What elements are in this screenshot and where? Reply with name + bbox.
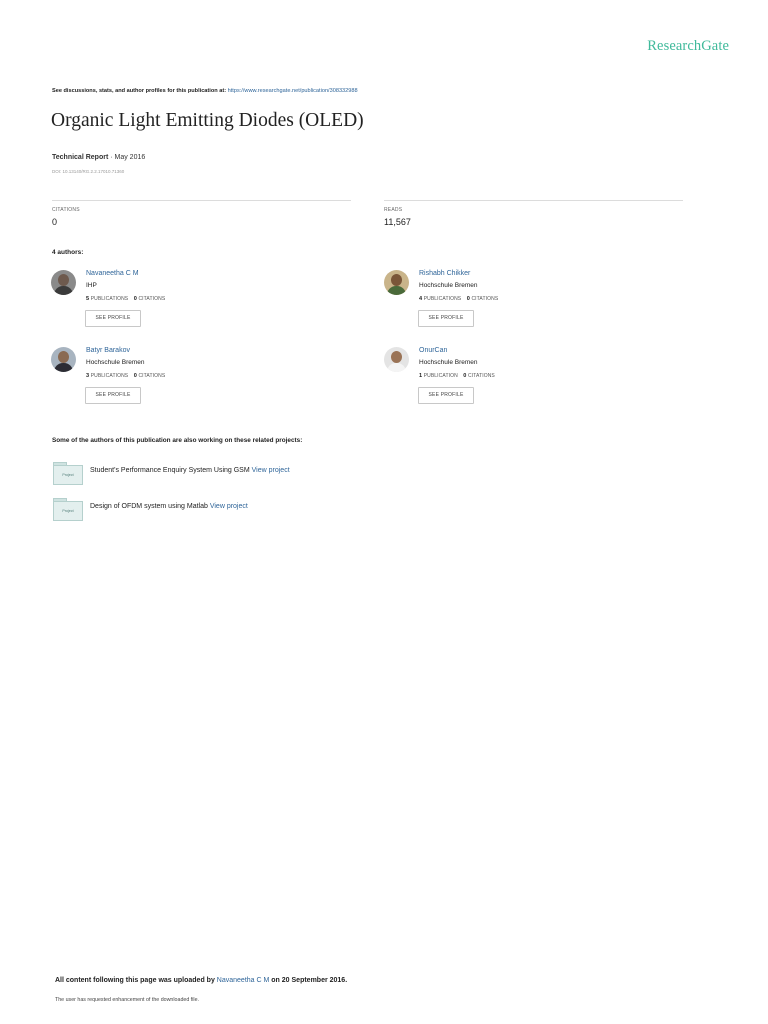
project-text [90, 467, 290, 474]
publication-meta [52, 154, 145, 161]
reads-value: 11,567 [384, 217, 411, 227]
citation-count: 0 [466, 296, 470, 302]
citation-count: 0 [463, 373, 467, 379]
project-folder-icon [52, 498, 83, 522]
citations-label: CITATIONS [471, 296, 499, 302]
upload-note-prefix: All content following this page was uploaded by [55, 977, 215, 984]
project-title: Design of OFDM system using Matlab [90, 503, 208, 510]
author-institution: IHP [86, 282, 97, 289]
author-stats [419, 373, 495, 379]
author-card [51, 347, 301, 417]
citations-label: CITATIONS [138, 296, 166, 302]
citation-count: 0 [133, 373, 137, 379]
discussion-line [52, 88, 358, 94]
publication-date: · May 2016 [110, 154, 146, 161]
enhancement-note: The user has requested enhancement of the downloaded file. [55, 997, 199, 1003]
citations-label: CITATIONS [468, 373, 495, 379]
author-institution: Hochschule Bremen [419, 282, 478, 289]
upload-note-suffix: on 20 September 2016. [271, 977, 348, 984]
author-stats [86, 296, 165, 302]
citations-label: CITATIONS [52, 207, 80, 213]
project-title: Student's Performance Enquiry System Using GSM [90, 467, 250, 474]
related-projects-heading: Some of the authors of this publication are also working on these related projects: [52, 437, 303, 444]
publication-title: Organic Light Emitting Diodes (OLED) [51, 110, 364, 131]
author-card [384, 270, 634, 340]
reads-label: READS [384, 207, 403, 213]
publication-count: 5 [86, 296, 90, 302]
citations-value: 0 [52, 217, 58, 227]
authors-heading: 4 authors: [52, 249, 84, 256]
publication-count: 3 [86, 373, 90, 379]
project-folder-label: Project [62, 509, 74, 513]
citations-label: CITATIONS [138, 373, 166, 379]
uploader-link[interactable]: Navaneetha C M [216, 977, 270, 984]
discussion-label: See discussions, stats, and author profiles for this publication at: [52, 88, 227, 94]
upload-note [55, 977, 347, 984]
project-folder-icon [52, 462, 83, 486]
author-card [384, 347, 634, 417]
author-institution: Hochschule Bremen [86, 359, 145, 366]
author-stats [86, 373, 165, 379]
avatar[interactable] [51, 270, 76, 295]
see-profile-button[interactable]: SEE PROFILE [418, 387, 474, 404]
view-project-link[interactable]: View project [251, 467, 290, 474]
view-project-link[interactable]: View project [209, 503, 248, 510]
publication-type: Technical Report [52, 154, 109, 161]
publication-count: 1 [419, 373, 423, 379]
project-text [90, 503, 248, 510]
citation-count: 0 [133, 296, 137, 302]
doi: DOI: 10.13140/RG.2.2.17010.71360 [52, 169, 125, 174]
project-folder-label: Project [62, 473, 74, 477]
avatar[interactable] [384, 347, 409, 372]
author-name[interactable]: Batyr Barakov [86, 347, 130, 354]
see-profile-button[interactable]: SEE PROFILE [85, 310, 141, 327]
reads-divider [384, 200, 683, 201]
author-card [51, 270, 301, 340]
see-profile-button[interactable]: SEE PROFILE [85, 387, 141, 404]
author-institution: Hochschule Bremen [419, 359, 478, 366]
author-name[interactable]: Rishabh Chikker [419, 270, 471, 277]
publications-label: PUBLICATIONS [90, 296, 129, 302]
project-item [52, 462, 452, 488]
see-profile-button[interactable]: SEE PROFILE [418, 310, 474, 327]
author-stats [419, 296, 498, 302]
author-name[interactable]: Navaneetha C M [86, 270, 139, 277]
publications-label: PUBLICATION [423, 373, 458, 379]
citations-divider [52, 200, 351, 201]
avatar[interactable] [51, 347, 76, 372]
publication-count: 4 [419, 296, 423, 302]
publications-label: PUBLICATIONS [90, 373, 129, 379]
publications-label: PUBLICATIONS [423, 296, 462, 302]
author-name[interactable]: OnurCan [419, 347, 448, 354]
avatar[interactable] [384, 270, 409, 295]
project-item [52, 498, 452, 524]
researchgate-logo[interactable]: ResearchGate [647, 38, 729, 54]
publication-url-link[interactable]: https://www.researchgate.net/publication/308332988 [227, 88, 358, 94]
